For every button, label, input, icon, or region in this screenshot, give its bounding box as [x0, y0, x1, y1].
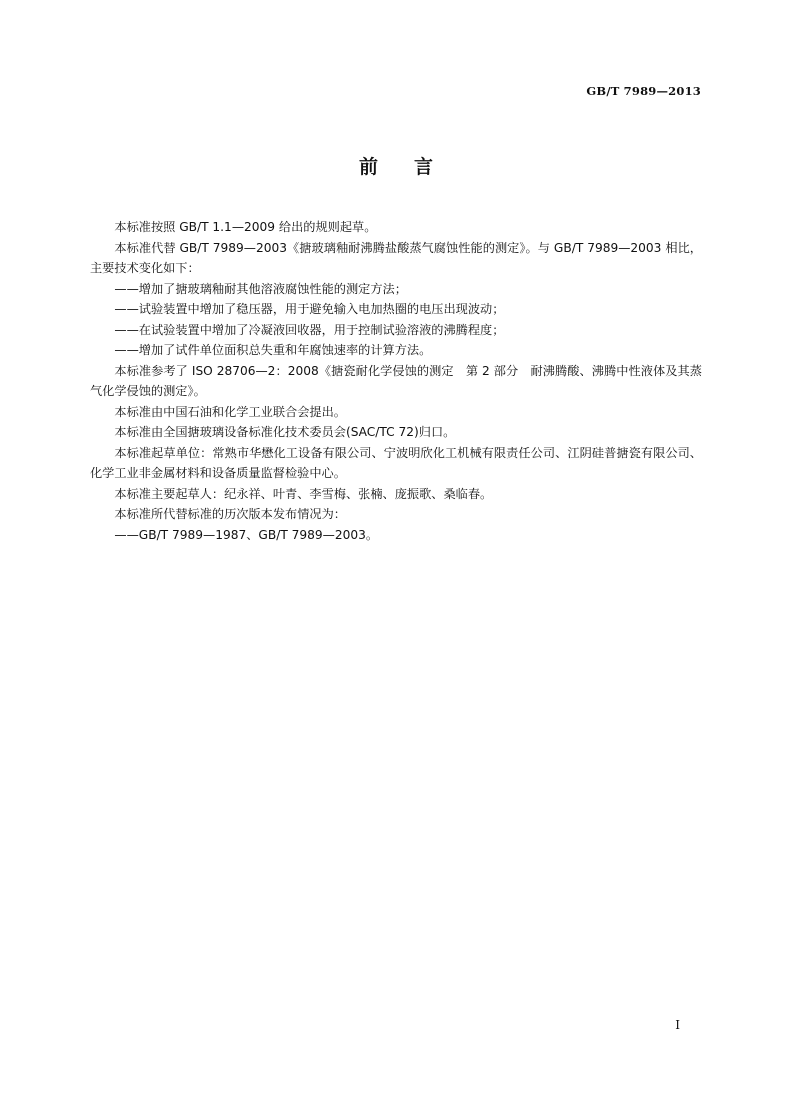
- paragraph: 本标准按照 GB/T 1.1—2009 给出的规则起草。: [114, 220, 377, 234]
- page-title: 前言: [358, 156, 469, 178]
- paragraph: 本标准所代替标准的历次版本发布情况为：: [114, 507, 346, 521]
- paragraph: 本标准参考了 ISO 28706—2：2008《搪瓷耐化学侵蚀的测定 第 2 部分 耐沸腾酸、沸腾中性液体及其蒸气化学侵蚀的测定》。: [90, 363, 702, 398]
- paragraph: 本标准由中国石油和化学工业联合会提出。: [114, 404, 346, 419]
- list-item: ——增加了试件单位面积总失重和年腐蚀速率的计算方法。: [114, 343, 432, 357]
- list-item: ——在试验装置中增加了冷凝液回收器，用于控制试验溶液的沸腾程度；: [114, 322, 505, 337]
- foreword-body: [90, 217, 702, 545]
- paragraph: 本标准起草单位：常熟市华懋化工设备有限公司、宁波明欣化工机械有限责任公司、江阴硅普搪瓷有限公司、化学工业非金属材料和设备质量监督检验中心。: [90, 445, 702, 480]
- list-item: ——试验装置中增加了稳压器，用于避免输入电加热圈的电压出现波动；: [114, 302, 505, 316]
- page-number: I: [675, 1018, 680, 1032]
- paragraph: 本标准代替 GB/T 7989—2003《搪玻璃釉耐沸腾盐酸蒸气腐蚀性能的测定》。与 GB/T 7989—2003 相比，主要技术变化如下：: [90, 240, 702, 275]
- standard-code: GB/T 7989—2013: [586, 84, 701, 98]
- list-item: ——增加了搪玻璃釉耐其他溶液腐蚀性能的测定方法；: [114, 281, 407, 296]
- paragraph: 本标准由全国搪玻璃设备标准化技术委员会(SAC/TC 72)归口。: [114, 425, 456, 439]
- list-item: ——GB/T 7989—1987、GB/T 7989—2003。: [114, 527, 379, 542]
- paragraph: 本标准主要起草人：纪永祥、叶青、李雪梅、张楠、庞振歌、桑临春。: [114, 486, 493, 501]
